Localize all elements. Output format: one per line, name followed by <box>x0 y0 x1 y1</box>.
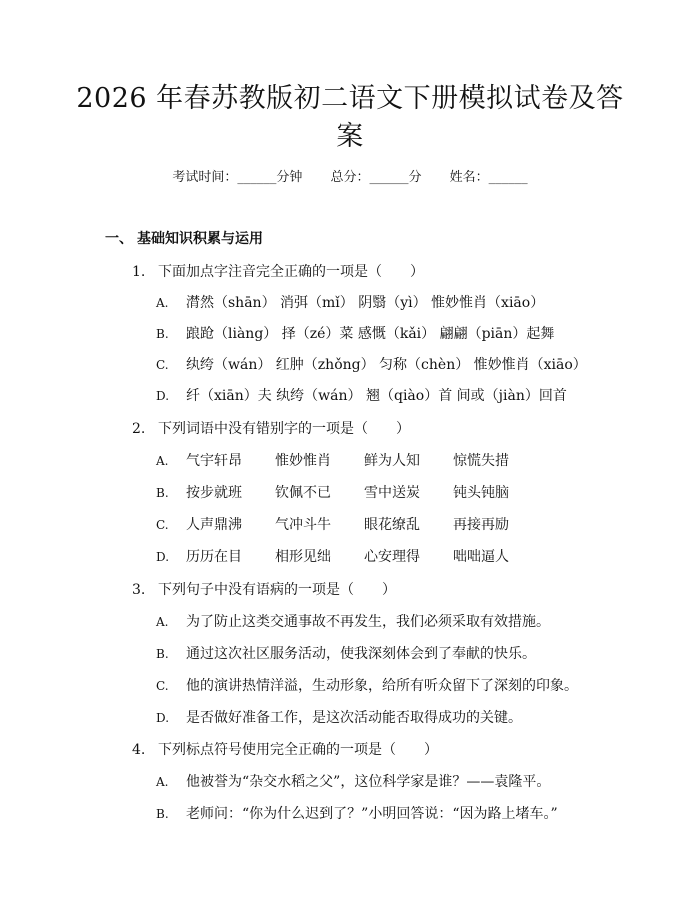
section-number: 一、 <box>105 231 133 247</box>
word-cell: 钦佩不已 <box>275 485 331 501</box>
word-cell: 眼花缭乱 <box>364 517 420 533</box>
option-row <box>156 547 542 567</box>
option-row <box>156 612 550 632</box>
option-letter: B. <box>156 327 169 341</box>
option-row <box>156 515 542 535</box>
word-cell: 再接再励 <box>453 517 509 533</box>
word-cell: 鲜为人知 <box>364 453 420 469</box>
option-letter: B. <box>156 647 169 661</box>
word-cell: 气冲斗牛 <box>275 517 331 533</box>
option-letter: A. <box>156 454 169 468</box>
word-cell: 心安理得 <box>364 549 420 565</box>
word-cell: 惊慌失措 <box>453 453 509 469</box>
option-row <box>156 772 550 792</box>
word-cell: 钝头钝脑 <box>453 485 509 501</box>
question-text: 下列标点符号使用完全正确的一项是（ ） <box>158 742 438 758</box>
option-letter: A. <box>156 615 169 629</box>
option-row <box>156 676 578 696</box>
exam-meta <box>0 168 700 188</box>
question-stem <box>132 419 410 439</box>
exam-title <box>70 80 630 156</box>
word-cell: 按步就班 <box>186 485 242 501</box>
option-row <box>156 708 522 728</box>
option-row <box>156 804 558 824</box>
option-letter: C. <box>156 679 169 693</box>
word-cell: 历历在目 <box>186 549 242 565</box>
option-text: 踉跄（liàng） 择（zé）菜 感慨（kǎi） 翩翩（piān）起舞 <box>186 326 555 342</box>
option-text: 纤（xiān）夫 纨绔（wán） 翘（qiào）首 间或（jiàn）回首 <box>186 388 567 404</box>
word-cell: 人声鼎沸 <box>186 517 242 533</box>
option-letter: A. <box>156 296 169 310</box>
option-letter: D. <box>156 389 170 403</box>
option-letter: C. <box>156 358 169 372</box>
option-row <box>156 293 544 313</box>
option-letter: C. <box>156 518 169 532</box>
option-text: 通过这次社区服务活动，使我深刻体会到了奉献的快乐。 <box>186 646 536 662</box>
option-letter: D. <box>156 711 170 725</box>
option-letter: D. <box>156 550 170 564</box>
total-score-field: 总分：______分 <box>330 170 422 185</box>
question-text: 下列句子中没有语病的一项是（ ） <box>158 582 396 598</box>
option-letter: B. <box>156 486 169 500</box>
option-row <box>156 644 536 664</box>
word-cell: 相形见绌 <box>275 549 331 565</box>
exam-title-line-1: 2026 年春苏教版初二语文下册模拟试卷及答 <box>76 83 624 114</box>
option-row <box>156 324 554 344</box>
question-stem <box>132 580 396 600</box>
question-stem <box>132 262 424 282</box>
student-name-field: 姓名：______ <box>449 170 528 185</box>
option-letter: A. <box>156 775 169 789</box>
option-text: 老师问：“你为什么迟到了？”小明回答说：“因为路上堵车。” <box>186 806 558 822</box>
word-cell: 惟妙惟肖 <box>275 453 331 469</box>
exam-title-line-2: 案 <box>336 121 364 152</box>
option-row <box>156 451 542 471</box>
option-text: 纨绔（wán） 红肿（zhǒng） 匀称（chèn） 惟妙惟肖（xiāo） <box>186 357 587 373</box>
option-text: 潸然（shān） 消弭（mǐ） 阴翳（yì） 惟妙惟肖（xiāo） <box>186 295 545 311</box>
exam-time-field: 考试时间：______分钟 <box>172 170 303 185</box>
option-row <box>156 483 542 503</box>
word-cell: 咄咄逼人 <box>453 549 509 565</box>
option-row <box>156 386 567 406</box>
question-number: 3. <box>132 582 146 598</box>
word-cell: 气宇轩昂 <box>186 453 242 469</box>
section-heading <box>105 229 263 249</box>
question-stem <box>132 740 438 760</box>
option-letter: B. <box>156 807 169 821</box>
option-text: 是否做好准备工作，是这次活动能否取得成功的关键。 <box>186 710 522 726</box>
section-title: 基础知识积累与运用 <box>137 231 263 247</box>
option-text: 为了防止这类交通事故不再发生，我们必须采取有效措施。 <box>186 614 550 630</box>
question-number: 4. <box>132 742 146 758</box>
question-number: 2. <box>132 421 146 437</box>
option-text: 他被誉为“杂交水稻之父”，这位科学家是谁？——袁隆平。 <box>186 774 551 790</box>
word-cell: 雪中送炭 <box>364 485 420 501</box>
option-row <box>156 355 587 375</box>
question-number: 1. <box>132 264 146 280</box>
option-text: 他的演讲热情洋溢，生动形象，给所有听众留下了深刻的印象。 <box>186 678 578 694</box>
question-text: 下面加点字注音完全正确的一项是（ ） <box>158 264 424 280</box>
question-text: 下列词语中没有错别字的一项是（ ） <box>158 421 410 437</box>
